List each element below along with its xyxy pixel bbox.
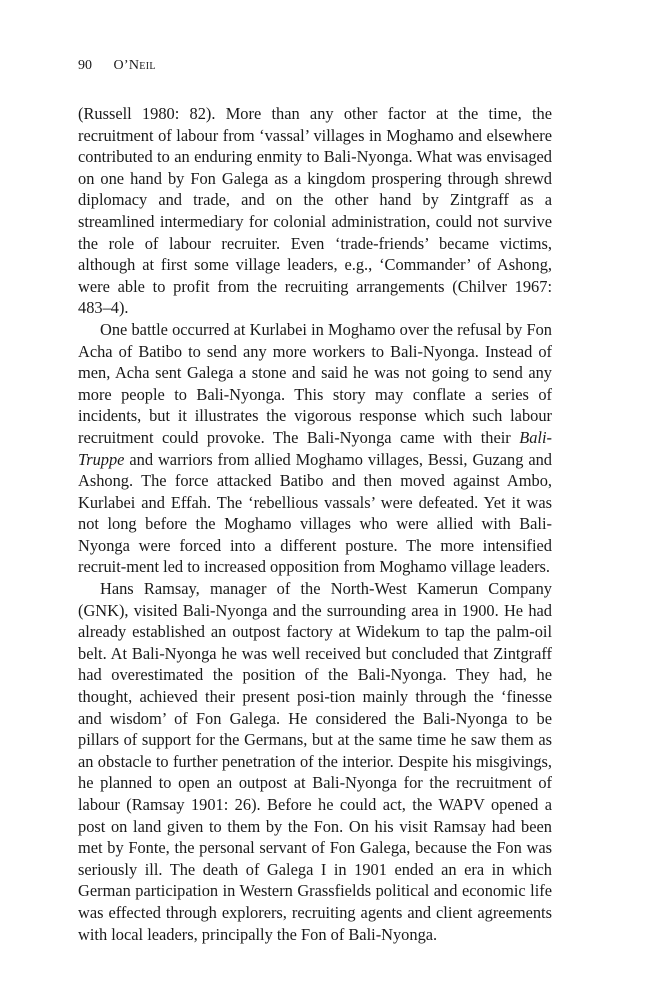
body-text: [78, 103, 552, 945]
text-segment: Hans Ramsay, manager of the North-West Kamerun Company (GNK), visited Bali-Nyonga and the surrounding area in 1900. He had already established an outpost factory at Widekum to tap the palm-oil belt. At Bali-Nyonga he was well received but concluded that Zintgraff had overestimated the position of the Bali-Nyonga. They had, he thought, achieved their present posi-tion mainly through the ‘finesse and wisdom’ of Fon Galega. He considered the Bali-Nyonga to be pillars of support for the Germans, but at the same time he saw them as an obstacle to further penetration of the interior. Despite his misgivings, he planned to open an outpost at Bali-Nyonga for the recruitment of labour (Ramsay 1901: 26). Before he could act, the WAPV opened a post on land given to them by the Fon. On his visit Ramsay had been met by Fonte, the personal servant of Fon Galega, because the Fon was seriously ill. The death of Galega I in 1901 ended an era in which German participation in Western Grassfields political and economic life was effected through explorers, recruiting agents and client agreements with local leaders, principally the Fon of Bali-Nyonga.: [78, 579, 552, 944]
text-segment: (Russell 1980: 82). More than any other factor at the time, the recruitment of labour from ‘vassal’ villages in Moghamo and elsewhere contributed to an enduring enmity to Bali-Nyonga. What was envisaged on one hand by Fon Galega as a kingdom prospering through shrewd diplomacy and trade, and on the other hand by Zintgraff as a streamlined intermediary for colonial administration, could not survive the role of labour recruiter. Even ‘trade-friends’ became victims, although at first some village leaders, e.g., ‘Commander’ of Ashong, were able to profit from the recruiting arrangements (Chilver 1967: 483–4).: [78, 104, 552, 318]
text-segment: One battle occurred at Kurlabei in Moghamo over the refusal by Fon Acha of Batibo to send any more workers to Bali-Nyonga. Instead of men, Acha sent Galega a stone and said he was not going to send any more people to Bali-Nyonga. This story may conflate a series of incidents, but it illustrates the vigorous response which such labour recruitment could provoke. The Bali-Nyonga came with their: [78, 319, 552, 447]
paragraph-1: [78, 103, 552, 319]
running-head-author: O’Neil: [113, 58, 156, 73]
running-header: [78, 58, 156, 74]
italic-term: Bali-Truppe: [78, 427, 552, 469]
paragraph-3: [78, 578, 552, 945]
paragraph-2: [78, 319, 552, 578]
page-number: 90: [78, 58, 92, 73]
text-segment: and warriors from allied Moghamo villages, Bessi, Guzang and Ashong. The force attacked Batibo and then moved against Ambo, Kurlabei and Effah. The ‘rebellious vassals’ were defeated. Yet it was not long before the Moghamo villages who were allied with Bali-Nyonga were forced into a different posture. The more intensified recruit-ment led to increased opposition from Moghamo village leaders.: [78, 449, 552, 577]
